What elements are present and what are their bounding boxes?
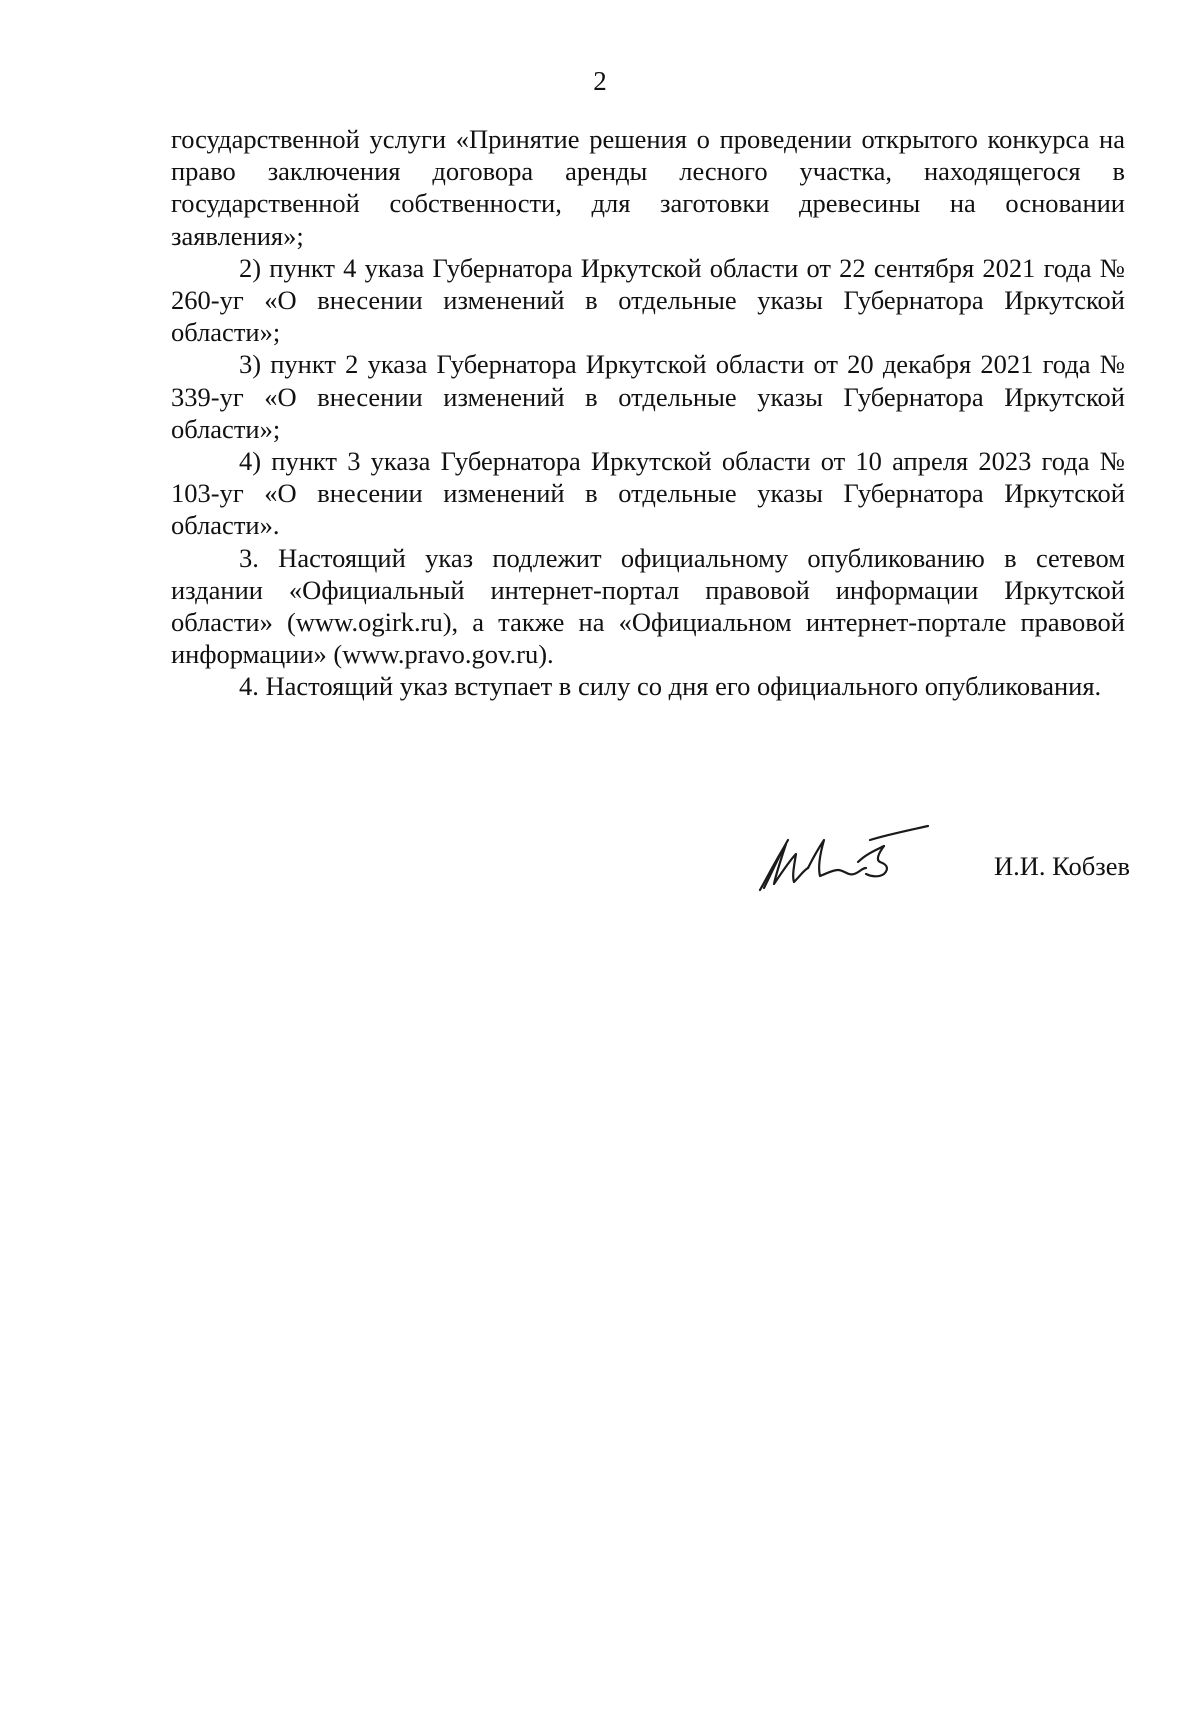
paragraph-clause-3: 3. Настоящий указ подлежит официальному опубликованию в сетевом издании «Официальный интернет-портал правовой информации Иркутской области» (www.ogirk.ru), а также на «Официальном интернет-портале правовой информации» (www.pravo.gov.ru). xyxy=(171,542,1125,670)
paragraph-item-3: 3) пункт 2 указа Губернатора Иркутской области от 20 декабря 2021 года № 339-уг «О внесении изменений в отдельные указы Губернатора Иркутской области»; xyxy=(171,349,1125,444)
paragraph-item-2: 2) пункт 4 указа Губернатора Иркутской области от 22 сентября 2021 года № 260-уг «О внесении изменений в отдельные указы Губернатора Иркутской области»; xyxy=(171,252,1125,348)
paragraph-continuation: государственной услуги «Принятие решения о проведении открытого конкурса на право заключения договора аренды лесного участка, находящегося в государственной собственности, для заготовки древесины на основании заявления»; xyxy=(171,124,1125,251)
signature-block xyxy=(750,810,1130,900)
signer-name: И.И. Кобзев xyxy=(994,851,1130,881)
document-body xyxy=(171,123,1125,703)
handwritten-signature xyxy=(750,810,930,900)
paragraph-item-4: 4) пункт 3 указа Губернатора Иркутской области от 10 апреля 2023 года № 103-уг «О внесении изменений в отдельные указы Губернатора Иркутской области». xyxy=(171,446,1125,541)
page-number: 2 xyxy=(593,66,607,96)
paragraph-clause-4: 4. Настоящий указ вступает в силу со дня его официального опубликования. xyxy=(239,671,1102,702)
